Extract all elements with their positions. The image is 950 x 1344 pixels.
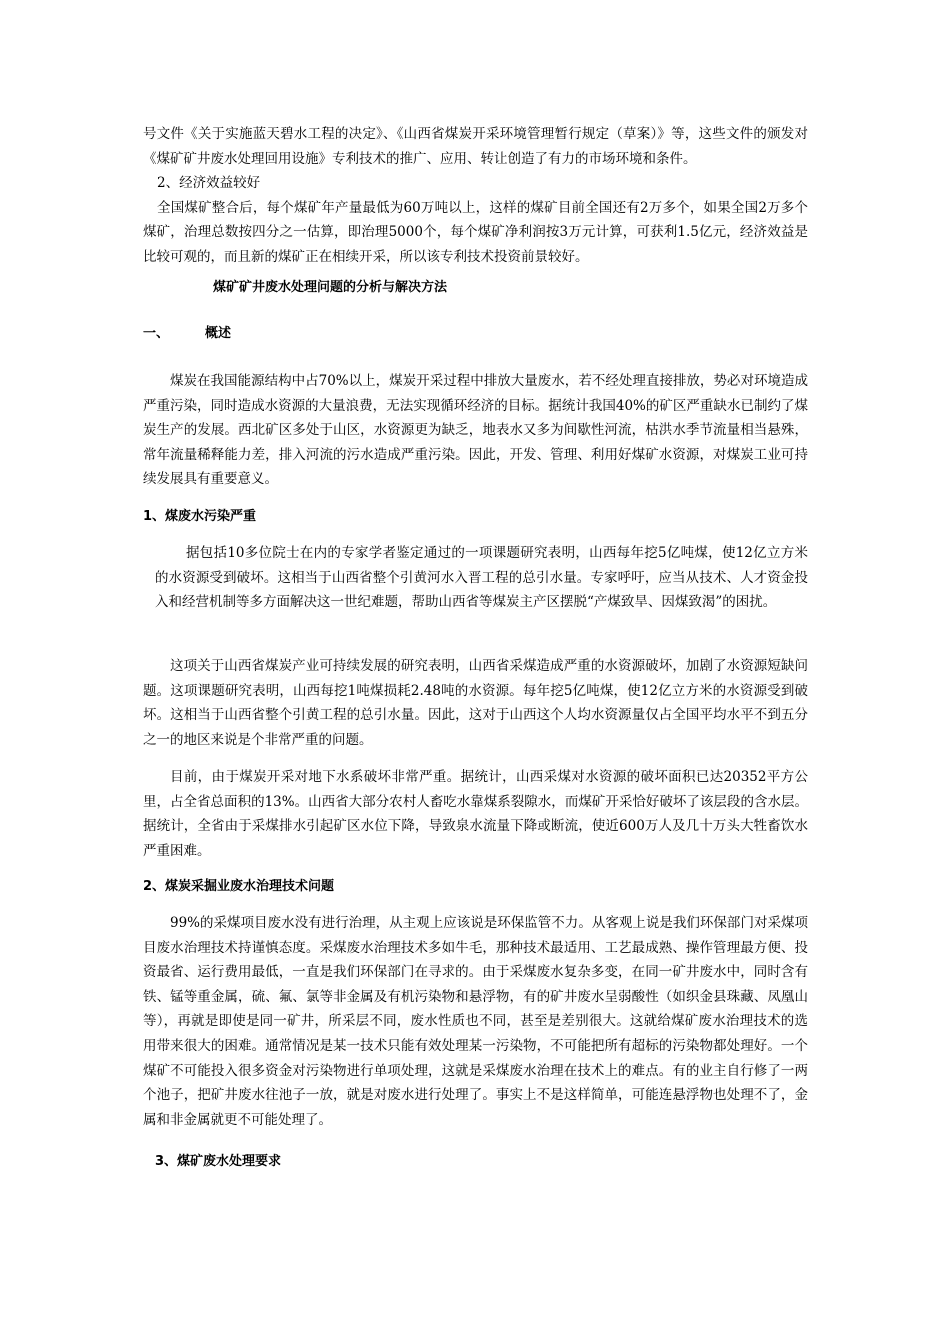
pollution-paragraph-3: 目前，由于煤炭开采对地下水系破坏非常严重。据统计，山西采煤对水资源的破坏面积已达20352平方公里，占全省总面积的13%。山西省大部分农村人畜吃水靠煤系裂隙水，而煤矿开采恰好破坏了该层段的含水层。据统计，全省由于采煤排水引起矿区水位下降，导致泉水流量下降或断流，使近600万人及几十万头大牲畜饮水严重困难。 <box>143 769 808 859</box>
intro-block <box>143 122 808 270</box>
overview-block <box>143 369 808 492</box>
tech-paragraph: 99%的采煤项目废水没有进行治理，从主观上应该说是环保监管不力。从客观上说是我们环保部门对采煤项目废水治理技术持谨慎态度。采煤废水治理技术多如牛毛，那种技术最适用、工艺最成熟、操作管理最方便、投资最省、运行费用最低，一直是我们环保部门在寻求的。由于采煤废水复杂多变，在同一矿井废水中，同时含有铁、锰等重金属，硫、氟、氯等非金属及有机污染物和悬浮物，有的矿井废水呈弱酸性（如织金县珠藏、凤凰山等），再就是即使是同一矿井，所采层不同，废水性质也不同，甚至是差别很大。这就给煤矿废水治理技术的选用带来很大的困难。通常情况是某一技术只能有效处理某一污染物，不可能把所有超标的污染物都处理好。一个煤矿不可能投入很多资金对污染物进行单项处理，这就是采煤废水治理在技术上的难点。有的业主自行修了一两个池子，把矿井废水往池子一放，就是对废水进行处理了。事实上不是这样简单，可能连悬浮物也处理不了，金属和非金属就更不可能处理了。 <box>143 915 808 1128</box>
pollution-paragraph-1: 据包括10多位院士在内的专家学者鉴定通过的一项课题研究表明，山西每年挖5亿吨煤，使12亿立方米的水资源受到破坏。这相当于山西省整个引黄河水入晋工程的总引水量。专家呼吁，应当从技术、人才资金投入和经营机制等多方面解决这一世纪难题，帮助山西省等煤炭主产区摆脱“产煤致旱、因煤致渴”的困扰。 <box>155 545 808 611</box>
pollution-heading: 1、煤废水污染严重 <box>143 509 257 524</box>
tech-block <box>143 911 808 1132</box>
overview-paragraph: 煤炭在我国能源结构中占70%以上，煤炭开采过程中排放大量废水，若不经处理直接排放，势必对环境造成严重污染，同时造成水资源的大量浪费，无法实现循环经济的目标。据统计我国40%的矿区严重缺水已制约了煤炭生产的发展。西北矿区多处于山区，水资源更为缺乏，地表水又多为间歇性河流，枯洪水季节流量相当悬殊，常年流量稀释能力差，排入河流的污水造成严重污染。因此，开发、管理、利用好煤矿水资源，对煤炭工业可持续发展具有重要意义。 <box>143 373 808 488</box>
economic-benefit-heading: 2、经济效益较好 <box>157 175 261 192</box>
pollution-block-2 <box>143 654 808 752</box>
section-one-number: 一、 <box>143 326 170 341</box>
requirements-heading: 3、煤矿废水处理要求 <box>155 1154 282 1169</box>
pollution-block-3 <box>143 765 808 863</box>
document-title: 煤矿矿井废水处理问题的分析与解决方法 <box>213 280 448 295</box>
pollution-quote-block <box>155 541 808 615</box>
intro-paragraph: 号文件《关于实施蓝天碧水工程的决定》、《山西省煤炭开采环境管理暂行规定（草案）》等，这些文件的颁发对《煤矿矿井废水处理回用设施》专利技术的推广、应用、转让创造了有力的市场环境和条件。 <box>143 126 808 167</box>
tech-heading: 2、煤炭采掘业废水治理技术问题 <box>143 879 335 894</box>
section-one-title: 概述 <box>205 326 232 341</box>
economic-benefit-paragraph: 全国煤矿整合后，每个煤矿年产量最低为60万吨以上，这样的煤矿目前全国还有2万多个，如果全国2万多个煤矿，治理总数按四分之一估算，即治理5000个，每个煤矿净利润按3万元计算，可获利1.5亿元，经济效益是比较可观的，而且新的煤矿正在相续开采，所以该专利技术投资前景较好。 <box>143 199 808 265</box>
pollution-paragraph-2: 这项关于山西省煤炭产业可持续发展的研究表明，山西省采煤造成严重的水资源破坏，加剧了水资源短缺问题。这项课题研究表明，山西每挖1吨煤损耗2.48吨的水资源。每年挖5亿吨煤，使12亿立方米的水资源受到破坏。这相当于山西省整个引黄工程的总引水量。因此，这对于山西这个人均水资源量仅占全国平均水平不到五分之一的地区来说是个非常严重的问题。 <box>143 658 808 748</box>
